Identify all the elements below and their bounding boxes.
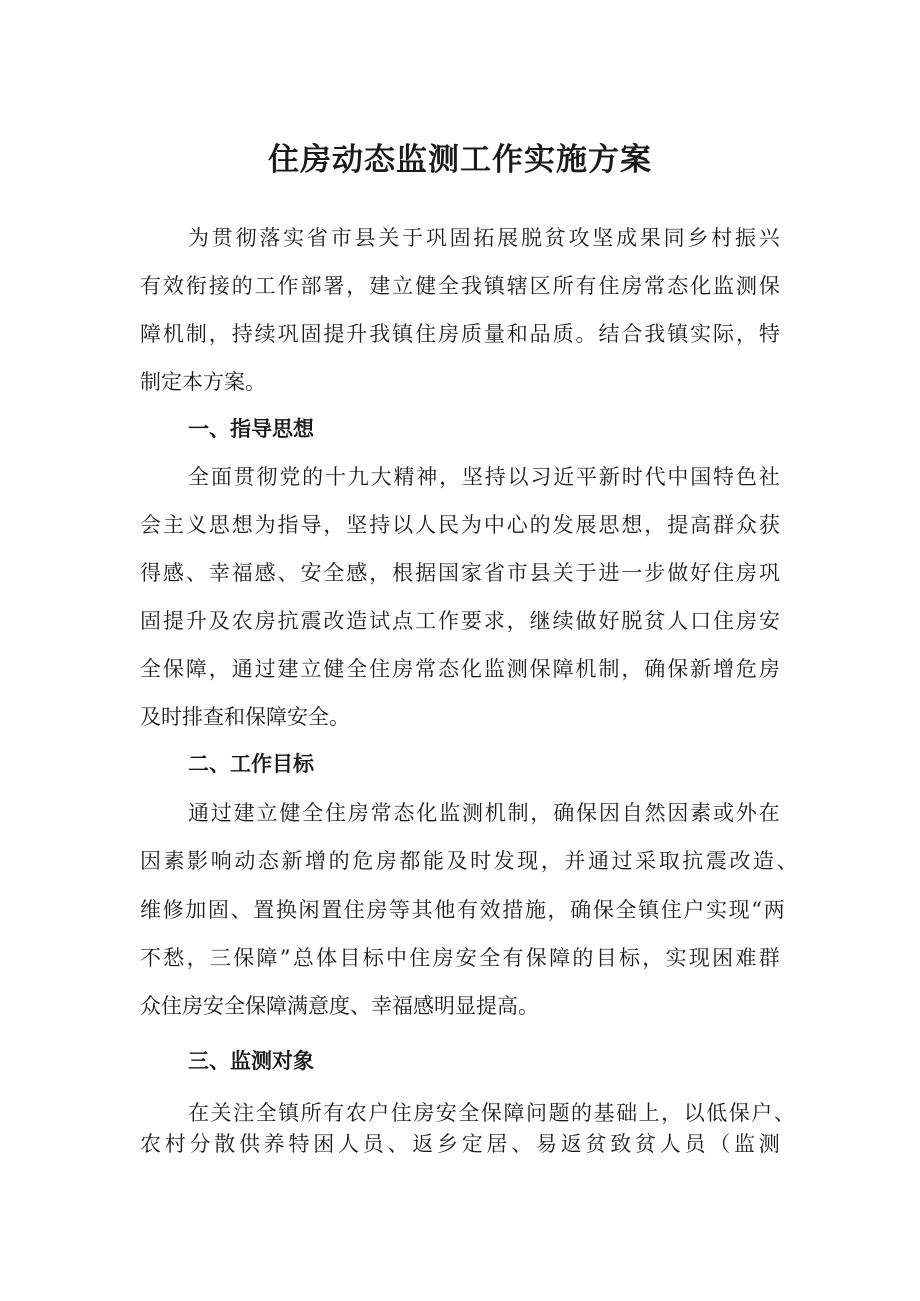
paragraph-line: 得 感 、 幸 福 感 、 安 全 感 ， 根 据 国 家 省 市 县 关 于 进 一 步 做 好 住 房 巩 (140, 561, 780, 585)
section-heading: 二、工作目标 (188, 752, 314, 776)
paragraph-line: 通 过 建 立 健 全 住 房 常 态 化 监 测 机 制 ， 确 保 因 自 然 因 素 或 外 在 (188, 801, 780, 825)
paragraph-line: 会 主 义 思 想 为 指 导 ， 坚 持 以 人 民 为 中 心 的 发 展 思 想 ， 提 高 群 众 获 (140, 513, 780, 537)
paragraph-line: 及时排查和保障安全。 (140, 705, 350, 729)
paragraph-line: 有 效 衔 接 的 工 作 部 署 ， 建 立 健 全 我 镇 辖 区 所 有 住 房 常 态 化 监 测 保 (140, 274, 780, 298)
paragraph-line: 全 保 障 ， 通 过 建 立 健 全 住 房 常 态 化 监 测 保 障 机 制 ， 确 保 新 增 危 房 (140, 657, 780, 681)
paragraph-line: 因 素 影 响 动 态 新 增 的 危 房 都 能 及 时 发 现 ， 并 通 过 采 取 抗 震 改 造 、 (140, 849, 798, 873)
paragraph-line: 农 村 分 散 供 养 特 困 人 员 、 返 乡 定 居 、 易 返 贫 致 贫 人 员 （ 监 测 (140, 1132, 780, 1156)
document-title: 住房动态监测工作实施方案 (268, 142, 652, 178)
paragraph-line: 不 愁 ， 三 保 障 ” 总 体 目 标 中 住 房 安 全 有 保 障 的 目 标 ， 实 现 困 难 群 (140, 946, 780, 970)
paragraph-line: 制定本方案。 (140, 370, 266, 394)
paragraph-line: 固 提 升 及 农 房 抗 震 改 造 试 点 工 作 要 求 ， 继 续 做 好 脱 贫 人 口 住 房 安 (140, 609, 780, 633)
paragraph-line: 全 面 贯 彻 党 的 十 九 大 精 神 ， 坚 持 以 习 近 平 新 时 代 中 国 特 色 社 (188, 465, 780, 489)
paragraph-line: 为 贯 彻 落 实 省 市 县 关 于 巩 固 拓 展 脱 贫 攻 坚 成 果 同 乡 村 振 兴 (188, 226, 780, 250)
section-heading: 三、监测对象 (188, 1049, 314, 1073)
paragraph-line: 众住房安全保障满意度、幸福感明显提高。 (140, 994, 539, 1018)
paragraph-line: 障 机 制 ， 持 续 巩 固 提 升 我 镇 住 房 质 量 和 品 质 。 结 合 我 镇 实 际 ， 特 (140, 322, 780, 346)
section-heading: 一、指导思想 (188, 417, 314, 441)
paragraph-line: 维 修 加 固 、 置 换 闲 置 住 房 等 其 他 有 效 措 施 ， 确 保 全 镇 住 户 实 现 “ 两 (140, 898, 785, 922)
paragraph-line: 在 关 注 全 镇 所 有 农 户 住 房 安 全 保 障 问 题 的 基 础 上 ， 以 低 保 户 、 (188, 1101, 795, 1125)
